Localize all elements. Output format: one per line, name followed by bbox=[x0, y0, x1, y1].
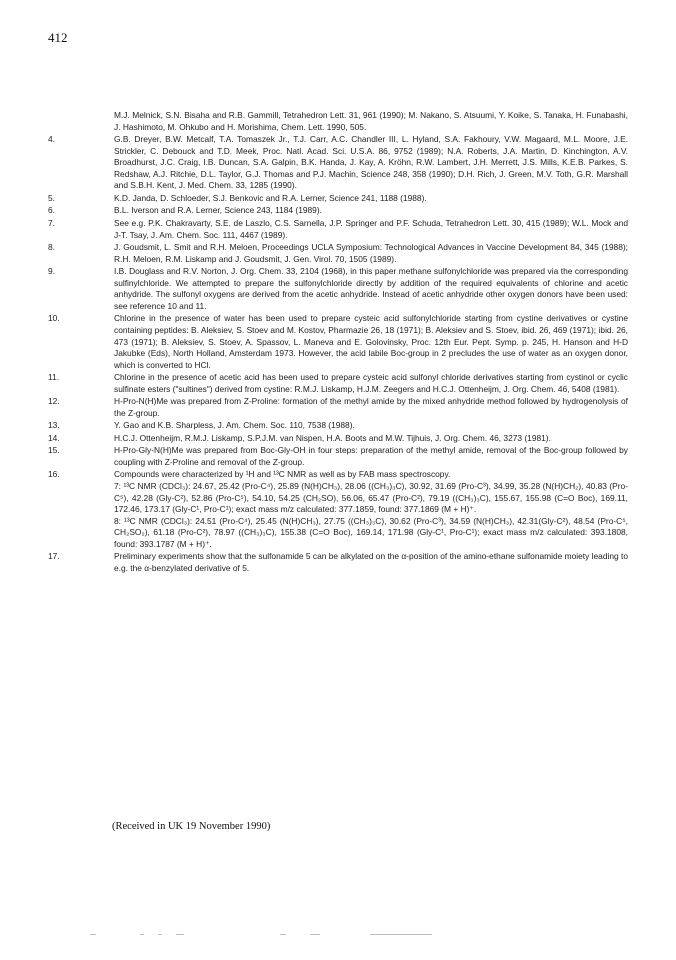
reference-number: 15. bbox=[48, 445, 60, 456]
reference-number: 11. bbox=[48, 372, 60, 383]
reference-item bbox=[48, 134, 628, 192]
reference-number: 14. bbox=[48, 432, 60, 443]
reference-number: 17. bbox=[48, 551, 60, 562]
reference-number: 16. bbox=[48, 469, 60, 480]
reference-item bbox=[48, 193, 628, 205]
reference-item bbox=[48, 420, 628, 432]
reference-number: 13. bbox=[48, 420, 60, 431]
reference-item bbox=[48, 551, 628, 574]
reference-number: 4. bbox=[48, 134, 55, 145]
reference-text: Y. Gao and K.B. Sharpless, J. Am. Chem. Soc. 110, 7538 (1988). bbox=[114, 420, 355, 431]
reference-number: 9. bbox=[48, 266, 55, 277]
reference-number bbox=[48, 110, 114, 133]
reference-text: I.B. Douglass and R.V. Norton, J. Org. Chem. 33, 2104 (1968), in this paper methane sulfonylchloride was prepared via the corresponding sulfinylchloride. We attempted to prepare the sulfonylchloride directly by addition of the required equivalents of chlorine and acetic anhydride. The sulfonyl oxygens are derived from the acetic anhydride. Instead of acetic anhydride other oxygen donors have been used: see reference 10 and 11. bbox=[114, 266, 628, 311]
reference-item bbox=[48, 266, 628, 312]
reference-item bbox=[48, 242, 628, 265]
reference-text: B.L. Iverson and R.A. Lerner, Science 243, 1184 (1989). bbox=[114, 205, 322, 216]
reference-text: See e.g. P.K. Chakravarty, S.E. de Laszlo, C.S. Sarnella, J.P. Springer and P.F. Schuda, Tetrahedron Lett. 30, 415 (1989); W.L. Mock and J-T. Tsay, J. Am. Chem. Soc. 111, 4467 (1989). bbox=[114, 217, 628, 240]
reference-text: H.C.J. Ottenheijm, R.M.J. Liskamp, S.P.J.M. van Nispen, H.A. Boots and M.W. Tijhuis, J. Org. Chem. 46, 3273 (1981). bbox=[114, 432, 551, 443]
reference-text: H-Pro-Gly-N(H)Me was prepared from Boc-Gly-OH in four steps: preparation of the methyl amide, removal of the Boc-group followed by coupling with Z-Proline and removal of the Z-group. bbox=[114, 445, 628, 467]
reference-number: 5. bbox=[48, 192, 55, 203]
reference-number: 8. bbox=[48, 241, 55, 252]
reference-number: 7. bbox=[48, 217, 55, 228]
reference-item bbox=[48, 445, 628, 468]
reference-item bbox=[48, 372, 628, 395]
reference-list bbox=[48, 110, 628, 576]
reference-text: Preliminary experiments show that the sulfonamide 5 can be alkylated on the α-position of the amino-ethane sulfonamide moiety leading to e.g. the α-benzylated derivative of 5. bbox=[114, 551, 628, 574]
scan-artifact-marks bbox=[80, 934, 580, 938]
reference-text: G.B. Dreyer, B.W. Metcalf, T.A. Tomaszek Jr., T.J. Carr, A.C. Chandler III, L. Hyland, S.A. Fakhoury, V.W. Magaard, M.L. Moore, J.E. Strickler, C. Debouck and T.D. Meek, Proc. Natl. Acad. Sci. U.S.A. 86, 9752 (1989); N.A. Roberts, J.A. Martin, D. Kinchington, A.V. Broadhurst, J.C. Craig, I.B. Duncan, S.A. Galpin, B.K. Handa, J. Kay, A. Kröhn, R.W. Lambert, J.H. Merrett, J.S. Mills, K.E.B. Parkes, S. Redshaw, A.J. Ritchie, D.L. Taylor, G.J. Thomas and P.J. Machin, Science 248, 358 (1990); D.H. Rich, J. Green, M.V. Toth, G.R. Marshall and S.B.H. Kent, J. Med. Chem. 33, 1285 (1990). bbox=[114, 134, 628, 191]
reference-item bbox=[48, 110, 628, 133]
reference-item bbox=[48, 469, 628, 550]
reference-text: Chlorine in the presence of water has been used to prepare cysteic acid sulfonylchloride starting from cystine derivatives or cystine containing peptides: B. Aleksiev, S. Stoev and M. Kostov, Pharmazie 26, 18 (1971); B. Aleksiev and S. Stoev, ibid. 26, 469 (1971); ibid. 26, 473 (1971); B. Aleksiev, S. Stoev, A. Spassov, L. Maneva and E. Golovinsky, Proc. 12th Eur. Pept. Symp. p. 245, H. Hanson and H-D Jakubke (Eds), North Holland, Amsterdam 1973. However, the acid labile Boc-group in 2 precludes the use of water as an oxygen donor, which is converted to HCl. bbox=[114, 313, 628, 370]
reference-text: Chlorine in the presence of acetic acid has been used to prepare cysteic acid sulfonyl chloride derivatives starting from cystinol or cyclic sulfinate esters ("sultines") derived from cystine: R.M.J. Liskamp, H.J.M. Zeegers and H.C.J. Ottenheijm, J. Org. Chem. 46, 5408 (1981). bbox=[114, 372, 628, 394]
reference-number: 10. bbox=[48, 313, 60, 324]
reference-number: 12. bbox=[48, 396, 60, 407]
reference-item bbox=[48, 205, 628, 217]
reference-item bbox=[48, 433, 628, 445]
reference-number: 6. bbox=[48, 205, 55, 216]
reference-text: Compounds were characterized by ¹H and ¹³C NMR as well as by FAB mass spectroscopy. 7: ¹³C NMR (CDCl₃): 24.67, 25.42 (Pro-C⁴), 25.89 (N(H)CH₃), 28.06 ((CH₃)₃C), 30.92, 31.69 (Pro-C³), 34.99, 35.28 (N(H)CH₂), 40.83 (Pro-C⁵), 42.28 (Gly-C²), 52.86 (Pro-C⁵), 54.10, 54.25 (CH₂SO), 56.06, 65.47 (Pro-C²), 79.19 ((CH₃)₃C), 155.67, 155.98 (C=O Boc), 169.11, 172.46, 173.17 (Gly-C¹, Pro-C¹); exact mass m/z calculated: 377.1859, found: 377.1869 (M + H)⁺. 8: ¹³C NMR (CDCl₃): 24.51 (Pro-C⁴), 25.45 (N(H)CH₃), 27.75 ((CH₃)₃C), 30.62 (Pro-C³), 34.59 (N(H)CH₃), 42.31(Gly-C²), 48.54 (Pro-C⁵, CH₂SO₂), 61.18 (Pro-C²), 78.97 ((CH₃)₃C), 155.38 (C=O Boc), 169.14, 171.98 (Gly-C¹, Pro-C¹); exact mass m/z calculated: 393.1808, found: 393.1787 (M + H)⁺. bbox=[114, 469, 628, 549]
page-number: 412 bbox=[48, 30, 68, 45]
received-date: (Received in UK 19 November 1990) bbox=[112, 821, 271, 832]
reference-text: K.D. Janda, D. Schloeder, S.J. Benkovic and R.A. Lerner, Science 241, 1188 (1988). bbox=[114, 192, 427, 203]
reference-item bbox=[48, 218, 628, 241]
reference-text: M.J. Melnick, S.N. Bisaha and R.B. Gammill, Tetrahedron Lett. 31, 961 (1990); M. Nakano, S. Atsuumi, Y. Koike, S. Tanaka, H. Funabashi, J. Hashimoto, M. Ohkubo and H. Morishima, Chem. Lett. 1990, 505. bbox=[114, 110, 628, 132]
reference-item bbox=[48, 396, 628, 419]
reference-text: J. Goudsmit, L. Smit and R.H. Meloen, Proceedings UCLA Symposium: Technological Advances in Vaccine Development 84, 345 (1988); R.H. Meloen, R.M. Liskamp and J. Goudsmit, J. Gen. Virol. 70, 1505 (1989). bbox=[114, 241, 628, 264]
reference-text: H-Pro-N(H)Me was prepared from Z-Proline: formation of the methyl amide by the mixed anhydride method followed by hydrogenolysis of the Z-group. bbox=[114, 396, 628, 418]
reference-item bbox=[48, 313, 628, 371]
